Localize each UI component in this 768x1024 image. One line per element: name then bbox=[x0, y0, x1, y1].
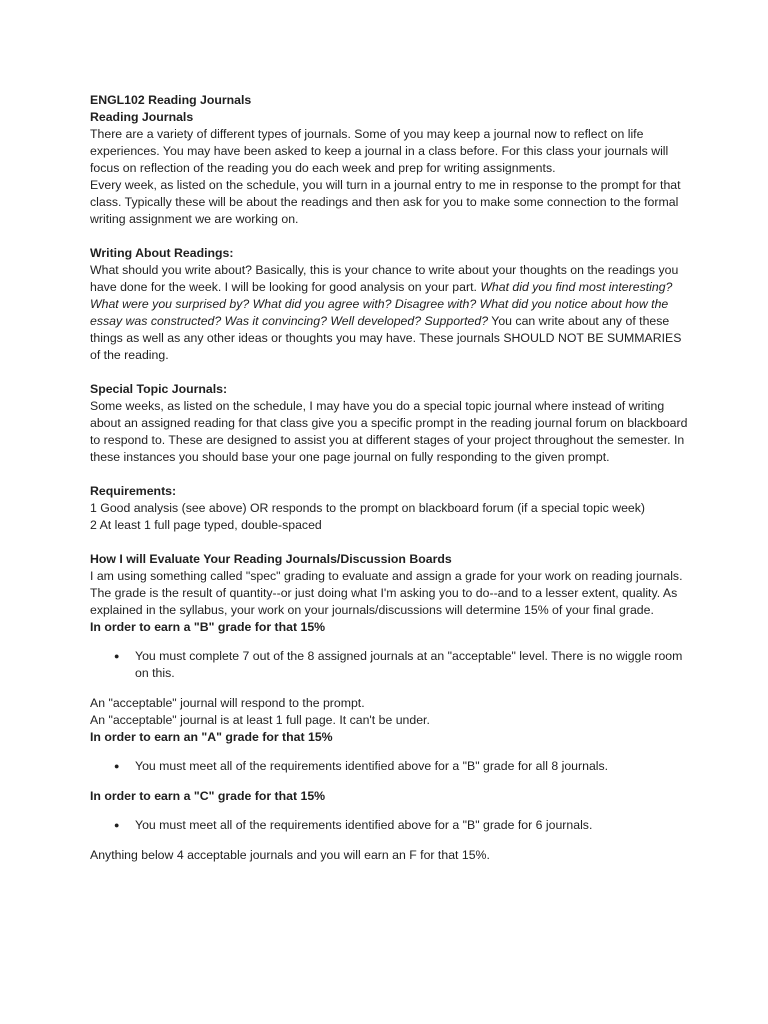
evaluate-paragraph: I am using something called "spec" grading to evaluate and assign a grade for your work on reading journals. The grade is the result of quantity--or just doing what I'm asking you to do--and to a lesser extent, quality. As explained in the syllabus, your work on your journals/discussions will determine 15% of your final grade. bbox=[90, 569, 683, 617]
document-subtitle: Reading Journals bbox=[90, 110, 194, 124]
bullet-icon: ● bbox=[114, 651, 120, 661]
grade-b-note-1: An "acceptable" journal will respond to the prompt. bbox=[90, 696, 365, 710]
grade-b-heading: In order to earn a "B" grade for that 15% bbox=[90, 620, 326, 634]
requirements-heading: Requirements: bbox=[90, 484, 177, 498]
grade-a-bullet: You must meet all of the requirements identified above for a "B" grade for all 8 journals. bbox=[135, 759, 609, 773]
intro-paragraph-2: Every week, as listed on the schedule, you will turn in a journal entry to me in response to the prompt for that class. Typically these will be about the readings and then ask for you to make some connection to the formal writing assignment we are working on. bbox=[90, 178, 681, 226]
intro-paragraph-1: There are a variety of different types of journals. Some of you may keep a journal now to reflect on life experiences. You may have been asked to keep a journal in a class before. For this class your journals will focus on reflection of the reading you do each week and prep for writing assignments. bbox=[90, 127, 669, 175]
grade-c-bullet: You must meet all of the requirements identified above for a "B" grade for 6 journals. bbox=[135, 818, 593, 832]
special-paragraph: Some weeks, as listed on the schedule, I may have you do a special topic journal where instead of writing about an assigned reading for that class give you a specific prompt in the reading journal forum on blackboard to respond to. These are designed to assist you at different stages of your project throughout the semester. In these instances you should base your one page journal on fully responding to the given prompt. bbox=[90, 399, 688, 464]
writing-heading: Writing About Readings: bbox=[90, 246, 234, 260]
requirement-item-1: 1 Good analysis (see above) OR responds to the prompt on blackboard forum (if a special topic week) bbox=[90, 501, 646, 515]
list-item bbox=[90, 758, 690, 775]
bullet-icon: ● bbox=[114, 820, 120, 830]
special-heading: Special Topic Journals: bbox=[90, 382, 228, 396]
writing-text-a: What should you write about? Basically, this is your chance to write about your thoughts on the readings you have done for the week. I will be looking for good analysis on your part. bbox=[90, 263, 679, 294]
writing-questions: What did you find most interesting? What were you surprised by? What did you agree with? Disagree with? What did you notice about how the essay was constructed? Was it convincing? Well developed? Supported? bbox=[90, 280, 673, 328]
document-title: ENGL102 Reading Journals bbox=[90, 93, 252, 107]
grade-b-note-2: An "acceptable" journal is at least 1 full page. It can't be under. bbox=[90, 713, 430, 727]
bullet-icon: ● bbox=[114, 761, 120, 771]
list-item bbox=[90, 648, 690, 682]
requirement-item-2: 2 At least 1 full page typed, double-spaced bbox=[90, 518, 322, 532]
list-item bbox=[90, 817, 690, 834]
closing-paragraph: Anything below 4 acceptable journals and you will earn an F for that 15%. bbox=[90, 848, 490, 862]
writing-paragraph bbox=[90, 262, 690, 364]
evaluate-heading: How I will Evaluate Your Reading Journals/Discussion Boards bbox=[90, 552, 452, 566]
document-body bbox=[90, 92, 690, 864]
grade-b-bullet: You must complete 7 out of the 8 assigned journals at an "acceptable" level. There is no wiggle room on this. bbox=[135, 649, 683, 680]
grade-a-heading: In order to earn an "A" grade for that 15% bbox=[90, 730, 333, 744]
writing-text-b: You can write about any of these things as well as any other ideas or thoughts you may have. These journals SHOULD NOT BE SUMMARIES of the reading. bbox=[90, 314, 682, 362]
grade-c-heading: In order to earn a "C" grade for that 15% bbox=[90, 789, 326, 803]
